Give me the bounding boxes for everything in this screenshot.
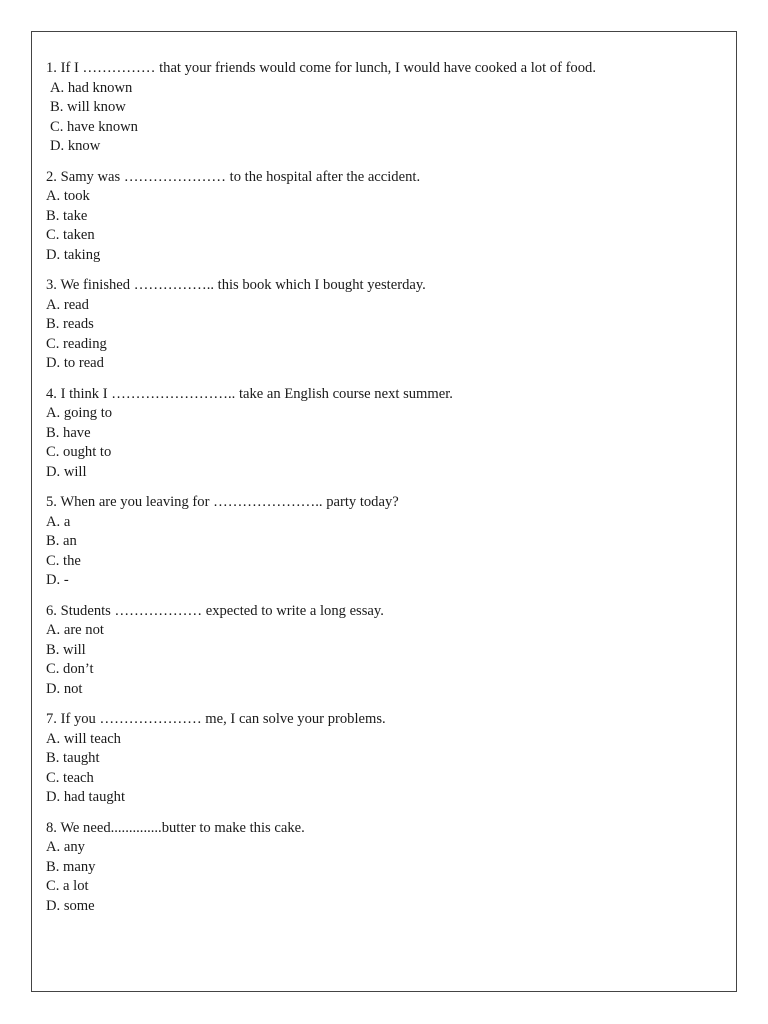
option-a: A. a xyxy=(46,513,71,530)
option-b: B. taught xyxy=(46,750,100,766)
option-b: B. will xyxy=(46,641,86,658)
option-list xyxy=(46,513,726,591)
question-stem: 3. We finished …………….. this book which I bought yesterday. xyxy=(46,277,426,293)
option-c: C. have known xyxy=(50,118,138,135)
option-list xyxy=(46,838,726,916)
option-b: B. reads xyxy=(46,316,94,332)
option-list xyxy=(46,404,726,482)
question-stem: 5. When are you leaving for ………………….. party today? xyxy=(46,494,399,510)
option-c: C. a lot xyxy=(46,878,89,894)
question-3 xyxy=(46,276,726,374)
option-c: C. teach xyxy=(46,769,94,786)
option-b: B. an xyxy=(46,533,77,549)
option-d: D. to read xyxy=(46,355,104,371)
option-d: D. some xyxy=(46,897,95,914)
question-stem: 7. If you ………………… me, I can solve your problems. xyxy=(46,711,386,727)
question-stem: 6. Students ……………… expected to write a long essay. xyxy=(46,602,384,619)
quiz-content xyxy=(46,59,726,927)
option-d: D. know xyxy=(50,138,101,154)
question-2 xyxy=(46,168,726,266)
option-b: B. have xyxy=(46,424,91,441)
question-1 xyxy=(46,59,726,157)
question-4 xyxy=(46,385,726,483)
question-stem: 2. Samy was ………………… to the hospital after the accident. xyxy=(46,168,421,185)
option-d: D. had taught xyxy=(46,789,126,805)
option-a: A. had known xyxy=(50,79,133,96)
option-b: B. will know xyxy=(50,99,126,115)
option-c: C. taken xyxy=(46,227,95,243)
option-c: C. ought to xyxy=(46,444,112,460)
option-list xyxy=(46,296,726,374)
option-a: A. are not xyxy=(46,622,104,638)
option-b: B. take xyxy=(46,207,88,224)
option-c: C. the xyxy=(46,552,81,569)
option-a: A. will teach xyxy=(46,730,121,747)
option-a: A. any xyxy=(46,839,85,855)
option-list xyxy=(46,79,726,157)
option-list xyxy=(46,187,726,265)
question-stem: 1. If I …………… that your friends would come for lunch, I would have cooked a lot of food. xyxy=(46,60,596,76)
option-c: C. don’t xyxy=(46,661,94,677)
option-b: B. many xyxy=(46,858,96,875)
question-5 xyxy=(46,493,726,591)
option-list xyxy=(46,730,726,808)
option-d: D. taking xyxy=(46,246,101,263)
question-8 xyxy=(46,819,726,917)
option-c: C. reading xyxy=(46,335,107,352)
question-6 xyxy=(46,602,726,700)
option-list xyxy=(46,621,726,699)
option-a: A. took xyxy=(46,188,90,204)
question-stem: 8. We need..............butter to make this cake. xyxy=(46,819,305,836)
option-a: A. going to xyxy=(46,405,113,421)
option-a: A. read xyxy=(46,296,89,313)
option-d: D. will xyxy=(46,463,87,480)
option-d: D. - xyxy=(46,572,69,588)
question-stem: 4. I think I …………………….. take an English course next summer. xyxy=(46,385,453,402)
option-d: D. not xyxy=(46,680,83,697)
question-7 xyxy=(46,710,726,808)
